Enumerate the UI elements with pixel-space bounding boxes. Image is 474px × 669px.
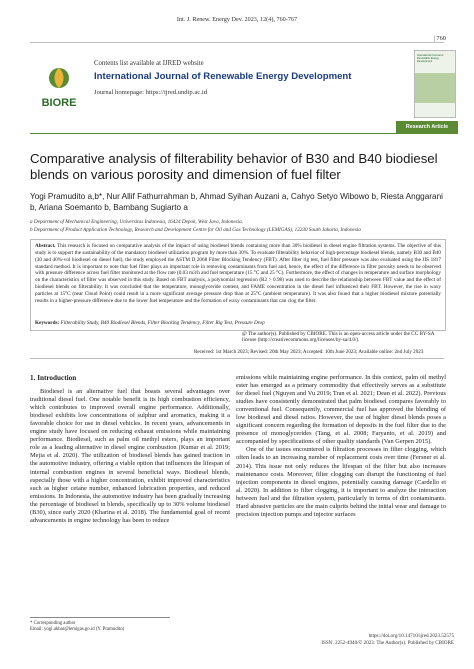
article-title: Comparative analysis of filterability behavior of B30 and B40 biodiesel blends on various porosity and dimension of fuel filter (30, 151, 438, 182)
body-column-left (30, 374, 230, 525)
header-divider (30, 42, 444, 43)
doi-block (250, 633, 454, 647)
cover-title: International Journal of Renewable Energy Development (417, 54, 444, 63)
affiliation-a: a Department of Mechanical Engineering, Universitas Indonesia, 16424 Depok, West Java, Indonesia. (30, 219, 244, 225)
body-column-right (236, 374, 446, 519)
body-divider (30, 358, 444, 359)
abstract-label: Abstract. (35, 243, 56, 249)
paragraph: One of the issues encountered is filtration processes in filter clogging, which often leads to an increasing number of replacement costs over time (Fersner et al. 2014). This issue not only reduces the lifespan of the filter but also increases maintenance costs. Moreover, filter clogging can disrupt the functioning of fuel injection components in diesel engines, potentially causing damage (Cardello et al. 2020). In addition to filter clogging, it is important to analyze the interaction between fuel and the filtration system, particularly in terms of dirt contaminants. Hard abrasive particles are the main culprits behind the initial wear and damage to precision injection pumps and injector surfaces (236, 446, 446, 518)
abstract (35, 243, 441, 305)
article-dates: Received: 1st March 2023; Revised: 20th May 2023; Accepted: 10th June 2023; Available online: 2nd July 2023 (194, 349, 424, 355)
affiliation-b: b Department of Product Application Technology, Research and Development Centre for Oil and Gas Technology (LEMIGAS), 12230 South Jakarta, Indonesia (30, 227, 361, 233)
paragraph: emissions while maintaining engine performance. In this context, palm oil methyl ester has emerged as a primary commodity that effectively serves as a substitute for diesel fuel (Nguyen and Vu 2019; Tran et al. 2021; Dean et al. 2022). Previous studies have consistently demonstrated that palm biodiesel compares favorably to conventional fuel. Consequently, commercial fuel has approved the blending of low biodiesel and diesel ratios. However, the use of higher diesel blends poses a significant concern regarding the formation of deposits in the fuel filter due to the presence of monoglycerides (Tang, et al. 2008; Faryanto, et al. 2019) and accompanied by specifications of other quality standards (Van Gerpen 2015). (236, 374, 446, 446)
journal-masthead (94, 50, 404, 128)
abstract-box (30, 239, 446, 331)
section-badge: Research Article (396, 121, 458, 133)
journal-title: International Journal of Renewable Energy Development (94, 71, 352, 82)
keywords (35, 320, 441, 327)
cover-graphic (415, 73, 455, 103)
masthead-divider (30, 133, 458, 134)
running-head: Int. J. Renew. Energy Dev. 2023, 12(4), 760-767 (176, 16, 298, 23)
doi-link[interactable]: https://doi.org/10.14710/ijred.2023.52575 (368, 633, 454, 639)
corresponding-label: * Corresponding author (30, 621, 76, 626)
section-heading: 1. Introduction (30, 374, 77, 382)
svg-text:BIORE: BIORE (41, 97, 77, 109)
page-number: | 760 (433, 35, 446, 42)
author-list: Yogi Pramudito a,b*, Nur Allif Fathurrahman b, Ahmad Syihan Auzani a, Cahyo Setyo Wibowo b, Riesta Anggarani b, Ariana Soemanto b, Bambang Sugiarto a (30, 192, 443, 212)
corresponding-author-note (30, 617, 170, 633)
paragraph: Biodiesel is an alternative fuel that boasts several advantages over traditional diesel fuel. One notable benefit is its high combustion efficiency, which contributes to improved overall engine performance. Additionally, biodiesel exhibits low concentrations of sulphur and aromatics, making it a favorable choice for use in diesel vehicles. In recent years, advancements in engine study have focused on reducing exhaust emissions while maintaining performance. Biodiesel, such as palm oil methyl esters, plays an important role as a leading alternative in diesel engine combustion (Kumar et al. 2019; Mejia et al. 2020). The utilization of biodiesel blends has gained traction in the automotive industry, offering a viable option that influences the lifespan of internal combustion engines in several beneficial ways. Biodiesel blends, especially those with a higher concentration, exhibit improved characteristics such as higher cetane number, enhanced lubrication properties, and reduced emissions. In Indonesia, the automotive industry has been gradually increasing the percentage of biodiesel in blends, specifically up to 30% volume biodiesel (B30), since early 2020 (Kharina et al. 2018). The fundamental goal of recent advancements in engine technology has been to reduce (30, 388, 230, 524)
issn-line: ISSN: 2252-4940/© 2023. The Author(s). Published by CBIORE (321, 640, 454, 646)
contents-line: Contents list available at IJRED website (94, 60, 204, 67)
keywords-text: Filterability Study, B40 Biodiesel Blends, Filter Blocking Tendency, Filter Rig Test, Pressure Drop (60, 320, 265, 327)
publisher-logo (30, 60, 88, 122)
abstract-text: This research is focused on comparative analysis of the impact of using biodiesel blends containing more than 30% biodiesel in diesel engine filtration systems. The objective of this study is to support the sustainability of the mandatory biodiesel utilization program by more than 30%. To evaluate filterability behavior of high-percentage biodiesel blends, namely B30 and B40 (30 and 40%-vol biodiesel on diesel fuel), the study employed the ASTM D 2068 Filter Blocking Tendency (FBT). After filter rig test, fuel filter pressure was also evaluated using the JIS 1817 standard method. It is important to note that fuel filter plays an important role in removing contaminants from fuel and, hence, the effect of the difference in filter porosity needs to be observed with pressure difference across fuel filter monitored at the flow rate (0.03 m3/h and fuel temperature (15 °C and 25 °C). Furthermore, the effect of changes in temperature and surface morphology on the characteristics of filter was observed in this study. Based on FBT analysis, a polynomial regression (R2 > 0.98) was used to describe the relationship between FBT value and the effect of biodiesel blends on filterability. It was concluded that the temperature, monoglyceride content, and FAME concentration in the diesel fuel influenced their FBT. However, the rise in waxy particles at 15°C (near Cloud Point) could result in a more significant average pressure drop than at 25°C (ambient temperature). It was also found that a higher biodiesel mixture potentially results in a higher-pressure difference due to the lower fuel temperature and the formation of waxy contaminants that can clog the filter. (35, 243, 441, 304)
author-email[interactable]: Email: yogi.akbar@lemigas.go.id (Y. Pramudito) (30, 627, 125, 633)
journal-homepage-link[interactable]: Journal homepage: https://ijred.undip.ac.id (94, 89, 207, 96)
journal-cover-thumbnail (414, 50, 456, 118)
affiliations (30, 218, 450, 234)
keywords-label: Keywords: (35, 320, 60, 327)
license-note: @ The author(s). Published by CBIORE. This is an open-access article under the CC BY-SA license (http://creativecommons.org/licenses/by-sa/4.0/). (242, 331, 435, 344)
